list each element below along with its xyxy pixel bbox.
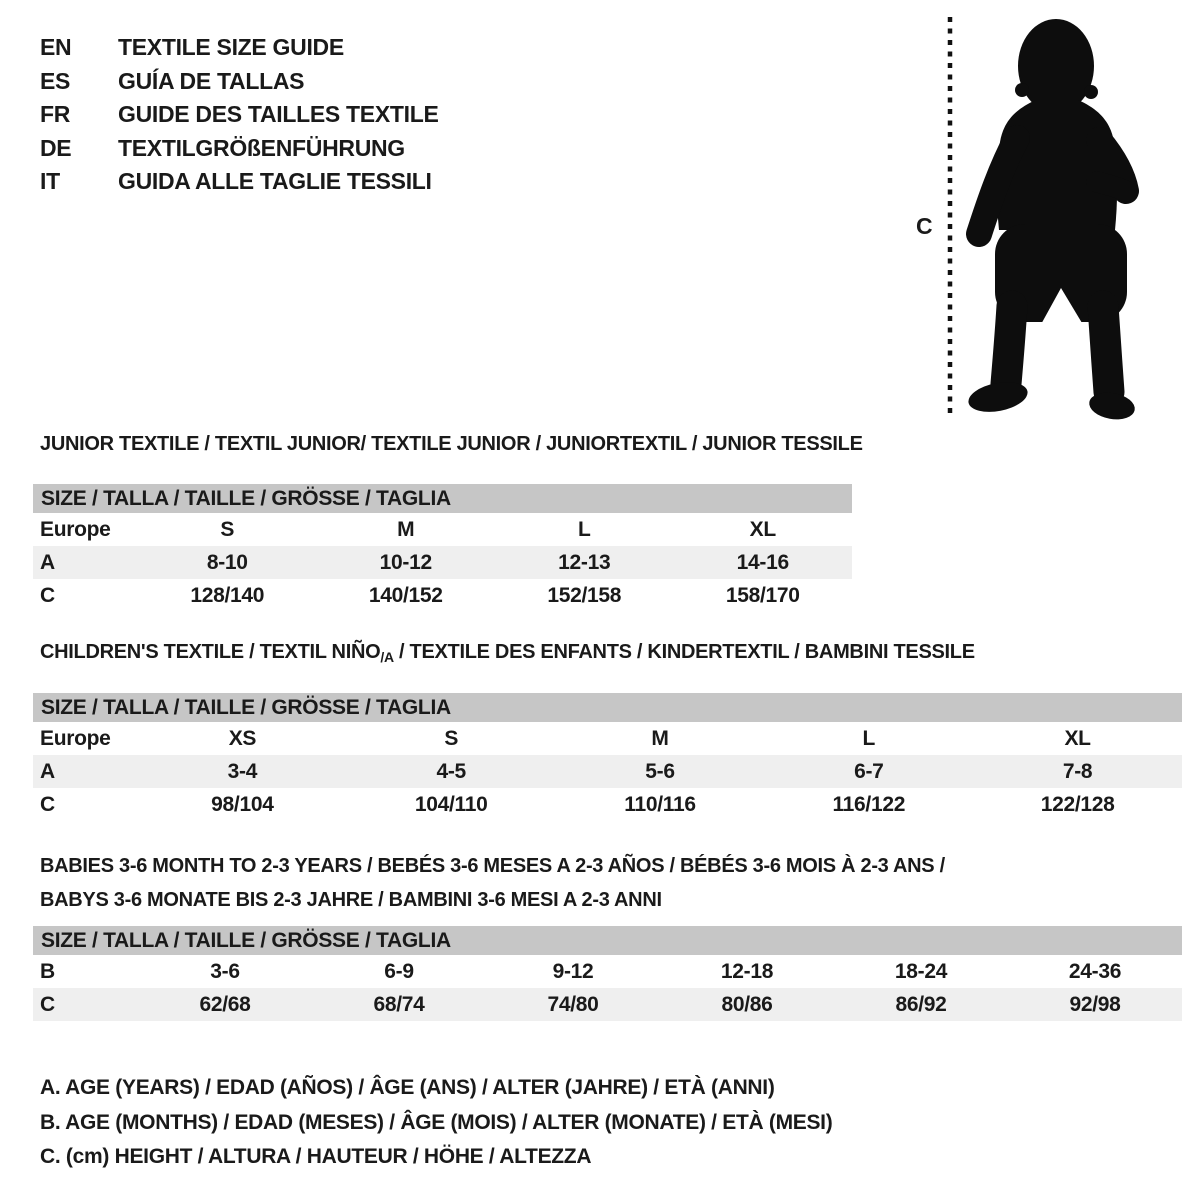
- size-value: 9-12: [552, 959, 594, 983]
- row-label: C: [40, 583, 55, 607]
- guide-title: TEXTILGRÖßENFÜHRUNG: [118, 134, 405, 161]
- title-subscript: /A: [380, 649, 394, 665]
- language-row: [40, 98, 439, 132]
- measure-label-c: C: [916, 213, 933, 239]
- size-value: 104/110: [414, 792, 488, 816]
- size-value: 140/152: [368, 583, 443, 607]
- title-text: / TEXTILE DES ENFANTS / KINDERTEXTIL / BAMBINI TESSILE: [393, 641, 975, 663]
- row-label: C: [40, 992, 55, 1016]
- table-row: [33, 579, 852, 612]
- size-value: 152/158: [547, 583, 622, 607]
- size-value: XL: [1064, 726, 1091, 750]
- row-label: A: [40, 550, 55, 574]
- toddler-figure-svg: [895, 8, 1145, 428]
- size-value: 14-16: [736, 550, 789, 574]
- table-row: [33, 722, 1182, 755]
- children-table-section: [33, 640, 1182, 821]
- size-value: 80/86: [721, 992, 773, 1016]
- language-code: FR: [40, 101, 71, 128]
- language-list: [40, 31, 439, 199]
- footnote: A. AGE (YEARS) / EDAD (AÑOS) / ÂGE (ANS) / ALTER (JAHRE) / ETÀ (ANNI): [40, 1076, 775, 1099]
- size-value: M: [397, 517, 415, 541]
- language-code: EN: [40, 34, 72, 61]
- size-value: 12-18: [720, 959, 774, 983]
- silhouette-ear-left: [1015, 83, 1029, 97]
- table-row: [33, 755, 1182, 788]
- size-header-bar: SIZE / TALLA / TAILLE / GRÖSSE / TAGLIA: [33, 926, 1182, 955]
- guide-title: GUIDE DES TAILLES TEXTILE: [118, 101, 439, 128]
- table-row: [33, 955, 1182, 988]
- footnote: C. (cm) HEIGHT / ALTURA / HAUTEUR / HÖHE / ALTEZZA: [40, 1145, 592, 1168]
- language-code: DE: [40, 134, 72, 161]
- size-value: 18-24: [894, 959, 948, 983]
- size-value: XS: [228, 726, 257, 750]
- size-header-bar: SIZE / TALLA / TAILLE / GRÖSSE / TAGLIA: [33, 693, 1182, 722]
- junior-table-section: [33, 432, 863, 612]
- size-value: S: [444, 726, 459, 750]
- guide-title: GUÍA DE TALLAS: [118, 67, 305, 94]
- size-value: M: [651, 726, 669, 750]
- size-value: 24-36: [1068, 959, 1122, 983]
- size-value: XL: [749, 517, 776, 541]
- title-text: BABIES 3-6 MONTH TO 2-3 YEARS / BEBÉS 3-6 MESES A 2-3 AÑOS / BÉBÉS 3-6 MOIS À 2-3 ANS /: [40, 855, 945, 877]
- height-figure: [895, 8, 1145, 428]
- size-value: S: [220, 517, 235, 541]
- title-text: CHILDREN'S TEXTILE / TEXTIL NIÑO: [40, 641, 381, 663]
- section-title: [40, 432, 863, 456]
- section-title-line: [40, 849, 1182, 883]
- size-value: 6-7: [854, 759, 884, 783]
- language-row: [40, 65, 439, 99]
- size-value: 62/68: [199, 992, 251, 1016]
- language-code: IT: [40, 168, 60, 195]
- footnote: B. AGE (MONTHS) / EDAD (MESES) / ÂGE (MOIS) / ALTER (MONATE) / ETÀ (MESI): [40, 1110, 833, 1134]
- size-value: 7-8: [1062, 759, 1093, 783]
- toddler-silhouette: [966, 19, 1137, 423]
- babies-table-section: [33, 849, 1182, 1021]
- size-value: 92/98: [1069, 992, 1121, 1016]
- table-row: [33, 988, 1182, 1021]
- table-row: [33, 513, 852, 546]
- size-value: 158/170: [725, 583, 800, 607]
- language-row: [40, 132, 439, 166]
- table-row: [33, 788, 1182, 821]
- size-value: L: [577, 517, 591, 541]
- size-value: 116/122: [832, 792, 906, 816]
- row-label: A: [40, 759, 55, 783]
- size-value: 6-9: [384, 959, 414, 983]
- size-value: 74/80: [547, 992, 599, 1016]
- size-header-bar: SIZE / TALLA / TAILLE / GRÖSSE / TAGLIA: [33, 484, 852, 513]
- row-label: Europe: [40, 726, 111, 750]
- size-value: 128/140: [190, 583, 265, 607]
- silhouette-leg-left: [1006, 306, 1012, 384]
- title-text: BABYS 3-6 MONATE BIS 2-3 JAHRE / BAMBINI 3-6 MESI A 2-3 ANNI: [40, 889, 662, 911]
- footnotes: [40, 1071, 832, 1175]
- silhouette-leg-right: [1103, 306, 1109, 392]
- language-code: ES: [40, 67, 71, 94]
- size-value: 110/116: [624, 792, 696, 816]
- guide-title: GUIDA ALLE TAGLIE TESSILI: [118, 168, 432, 195]
- section-title-line: [40, 883, 1182, 917]
- size-value: 12-13: [558, 550, 611, 574]
- silhouette-head: [1018, 19, 1094, 113]
- section-title: [40, 640, 1182, 665]
- language-row: [40, 165, 439, 199]
- size-value: 98/104: [211, 792, 274, 816]
- row-label: C: [40, 792, 55, 816]
- size-value: 4-5: [436, 759, 466, 783]
- size-value: 10-12: [379, 550, 432, 574]
- table-row: [33, 546, 852, 579]
- row-label: Europe: [40, 517, 111, 541]
- size-value: 5-6: [645, 759, 675, 783]
- title-text: JUNIOR TEXTILE / TEXTIL JUNIOR/ TEXTILE JUNIOR / JUNIORTEXTIL / JUNIOR TESSILE: [40, 433, 863, 455]
- size-value: 3-4: [227, 759, 258, 783]
- section-title: [40, 849, 1182, 917]
- size-value: 8-10: [206, 550, 248, 574]
- guide-title: TEXTILE SIZE GUIDE: [118, 34, 344, 61]
- row-label: B: [40, 959, 55, 983]
- section-title-line: [40, 640, 1182, 665]
- size-value: 86/92: [895, 992, 947, 1016]
- size-value: 122/128: [1040, 792, 1115, 816]
- section-title-line: [40, 432, 863, 456]
- silhouette-arm-right-forearm: [1097, 182, 1126, 191]
- silhouette-ear-right: [1084, 85, 1098, 99]
- size-value: 3-6: [210, 959, 240, 983]
- size-value: 68/74: [373, 992, 425, 1016]
- language-row: [40, 31, 439, 65]
- size-value: L: [862, 726, 876, 750]
